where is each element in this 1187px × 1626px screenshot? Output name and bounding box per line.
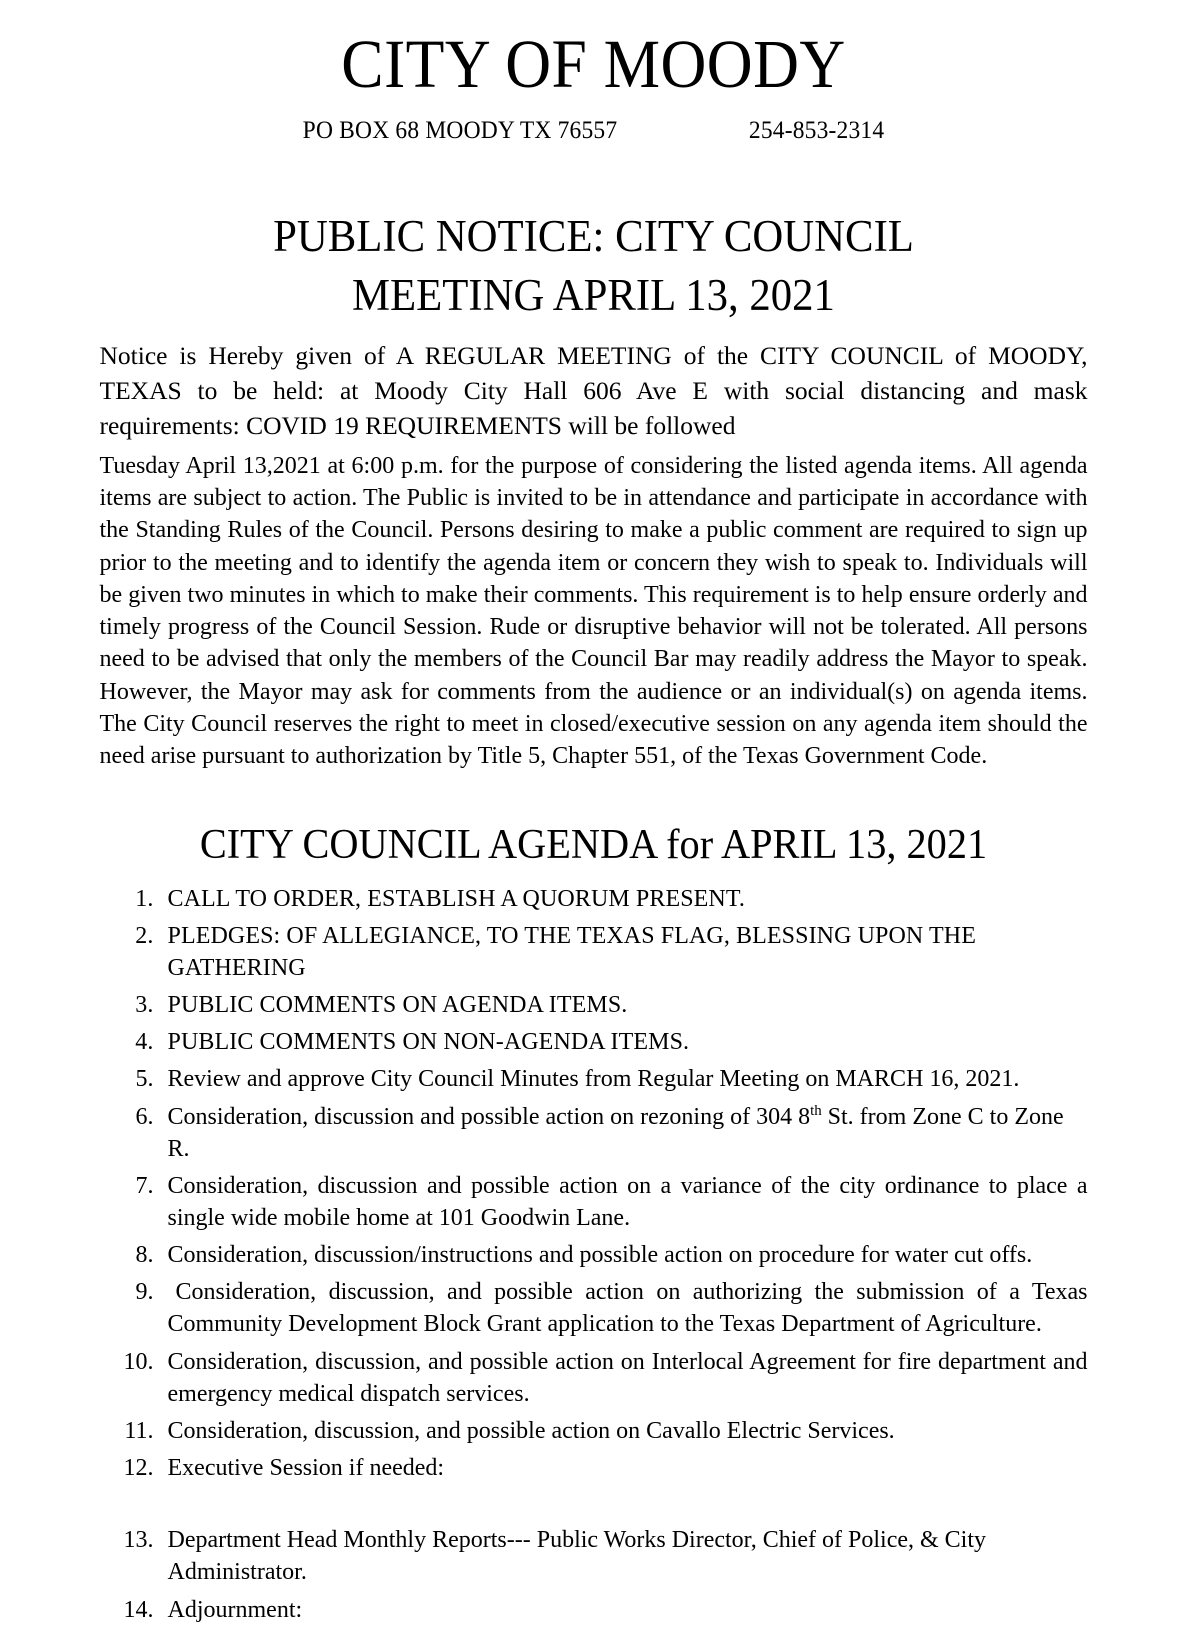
agenda-item-text-part: PUBLIC COMMENTS ON NON-AGENDA ITEMS. (167, 1029, 690, 1056)
agenda-item-text-part: Consideration, discussion, and possible action on Cavallo Electric Services. (167, 1417, 895, 1444)
agenda-item-text (168, 1279, 1088, 1337)
masthead (0, 0, 1187, 145)
agenda-item-text-part: Executive Session if needed: (167, 1455, 445, 1482)
agenda-list (100, 883, 1088, 1626)
agenda-item-text-part: Consideration, discussion, and possible action on authorizing the submission of a Texas Community Development Block Grant application to the Texas Department of Agriculture. (167, 1279, 1088, 1338)
agenda-item-text-part: PLEDGES: OF ALLEGIANCE, TO THE TEXAS FLAG, BLESSING UPON THE GATHERING (167, 922, 976, 981)
agenda-item-number: 5. (135, 1066, 154, 1093)
notice-body-paragraph: Tuesday April 13,2021 at 6:00 p.m. for the purpose of considering the listed agenda items. All agenda items are subject to action. The Public is invited to be in attendance and participate in accordance with the Standing Rules of the Council. Persons desiring to make a public comment are required to sign up prior to the meeting and to identify the agenda item or concern they wish to speak to. Individuals will be given two minutes in which to make their comments. This requirement is to help ensure orderly and timely progress of the Council Session. Rude or disruptive behavior will not be tolerated. All persons need to be advised that only the members of the Council Bar may readily address the Mayor to speak. However, the Mayor may ask for comments from the audience or an individual(s) on agenda items. The City Council reserves the right to meet in closed/executive session on any agenda item should the need arise pursuant to authorization by Title 5, Chapter 551, of the Texas Government Code. (99, 452, 1088, 770)
agenda-item (100, 1524, 1088, 1588)
agenda-item-number: 11. (124, 1417, 154, 1444)
agenda-item-number: 3. (135, 992, 154, 1019)
notice-headline (30, 207, 1158, 324)
agenda-item (100, 1594, 1088, 1626)
agenda-item-text (168, 1242, 1033, 1268)
agenda-item (100, 1276, 1088, 1340)
agenda-item-text-part: PUBLIC COMMENTS ON AGENDA ITEMS. (167, 992, 628, 1019)
agenda-item-text-part: Adjournment: (167, 1596, 303, 1623)
agenda-item-text-part: Consideration, discussion and possible action on rezoning of 304 8 (167, 1103, 811, 1130)
agenda-item-text (168, 1455, 445, 1481)
agenda-item-text (168, 992, 628, 1018)
ordinal-superscript: th (810, 1102, 822, 1119)
agenda-item-text (168, 1418, 895, 1444)
mailing-address: PO BOX 68 MOODY TX 76557 (302, 117, 618, 144)
organization-title: CITY OF MOODY (341, 26, 846, 102)
agenda-item-number: 2. (135, 922, 154, 949)
agenda-item-text-part: CALL TO ORDER, ESTABLISH A QUORUM PRESENT. (167, 885, 745, 912)
agenda-item-text (168, 1104, 1064, 1162)
agenda-item (100, 989, 1088, 1021)
agenda-item (100, 1170, 1088, 1234)
notice-headline-line-2: MEETING APRIL 13, 2021 (352, 269, 835, 320)
agenda-item (100, 920, 1088, 984)
agenda-item-number: 6. (135, 1103, 154, 1130)
contact-row (36, 117, 1152, 145)
agenda-item-number: 12. (123, 1455, 154, 1482)
agenda-item (100, 883, 1088, 915)
notice-lead-paragraph: Notice is Hereby given of A REGULAR MEETING of the CITY COUNCIL of MOODY, TEXAS to be held: at Moody City Hall 606 Ave E with social distancing and mask requirements: COVID 19 REQUIREMENTS will be followed (99, 341, 1088, 440)
agenda-item-number: 1. (135, 885, 154, 912)
agenda-item (100, 1239, 1088, 1271)
notice-body (100, 339, 1088, 772)
agenda-item-number: 7. (135, 1172, 154, 1199)
agenda-item-text (168, 1349, 1088, 1407)
agenda-item (100, 1026, 1088, 1058)
agenda-item-text-part: Department Head Monthly Reports--- Public Works Director, Chief of Police, & City Administrator. (167, 1527, 987, 1586)
phone-number: 254-853-2314 (748, 117, 885, 144)
agenda-item (100, 1415, 1088, 1447)
agenda-item-text (168, 1066, 1020, 1092)
agenda-item-number: 13. (123, 1527, 154, 1554)
agenda-item (100, 1346, 1088, 1410)
agenda-item-text-part: Consideration, discussion/instructions and possible action on procedure for water cut offs. (167, 1242, 1033, 1269)
agenda-item-text-part: St. from Zone C to Zone R. (167, 1103, 1064, 1162)
agenda-item (100, 1101, 1088, 1165)
agenda-item-text-part: Consideration, discussion, and possible action on Interlocal Agreement for fire department and emergency medical dispatch services. (167, 1348, 1088, 1407)
agenda-item-number: 14. (123, 1596, 154, 1623)
agenda-item-text-part: Review and approve City Council Minutes from Regular Meeting on MARCH 16, 2021. (167, 1066, 1020, 1093)
agenda-item-text (168, 886, 745, 912)
agenda-item-number: 8. (135, 1242, 154, 1269)
agenda-item-text (168, 923, 977, 981)
agenda-item (100, 1063, 1088, 1095)
agenda-item-text (168, 1597, 303, 1623)
notice-headline-line-1: PUBLIC NOTICE: CITY COUNCIL (273, 211, 914, 261)
agenda-item-text (168, 1173, 1088, 1231)
agenda-item-text (168, 1029, 690, 1055)
agenda-heading: CITY COUNCIL AGENDA for APRIL 13, 2021 (199, 822, 988, 869)
agenda-item-text-part: Consideration, discussion and possible action on a variance of the city ordinance to place a single wide mobile home at 101 Goodwin Lane. (167, 1172, 1088, 1232)
agenda-item-number: 10. (123, 1348, 154, 1375)
agenda-item-number: 4. (135, 1029, 154, 1056)
agenda-item-number: 9. (135, 1279, 154, 1306)
agenda-item (100, 1452, 1088, 1484)
